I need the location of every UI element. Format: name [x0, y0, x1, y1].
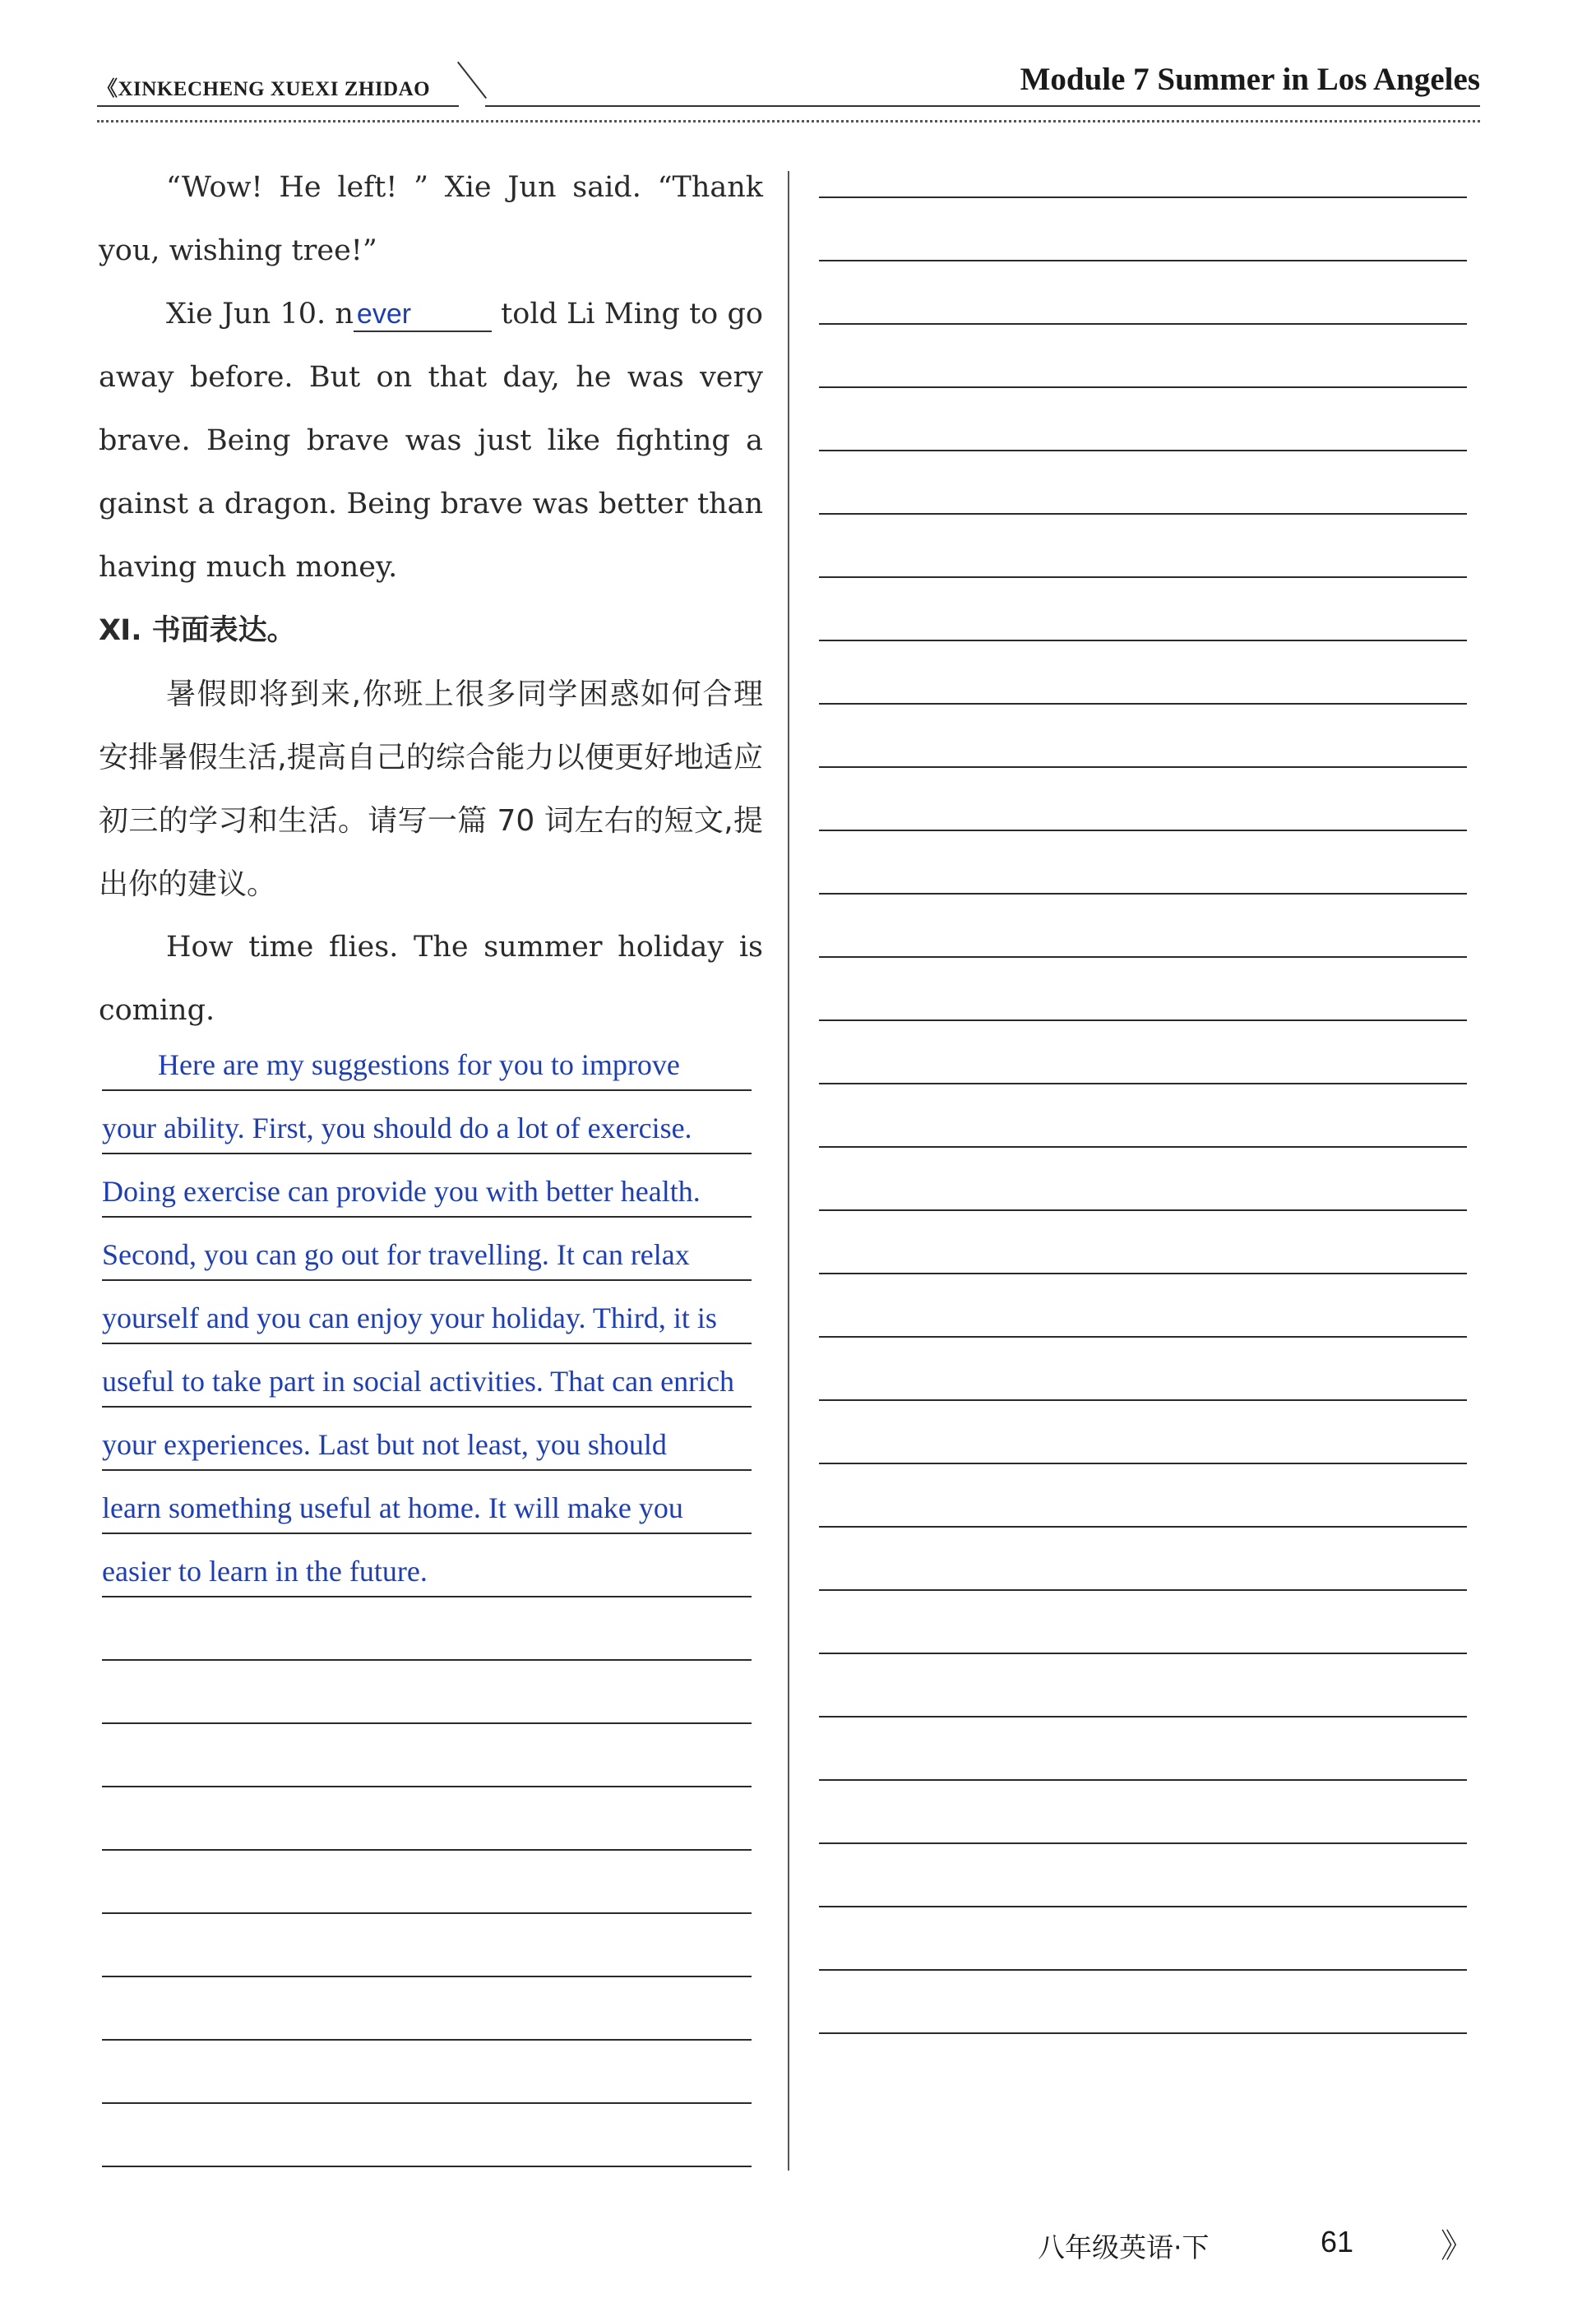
blank-writing-line[interactable] — [819, 1718, 1467, 1781]
blank-writing-line[interactable] — [819, 1528, 1467, 1591]
blank-writing-line[interactable] — [819, 198, 1467, 261]
blank-writing-line[interactable] — [819, 1781, 1467, 1844]
blank-writing-line[interactable] — [819, 831, 1467, 895]
footer-grade-label: 八年级英语·下 — [1038, 2231, 1210, 2263]
essay-line[interactable]: Here are my suggestions for you to improve — [102, 1028, 752, 1091]
story-paragraph-1: “Wow! He left! ” Xie Jun said. “Thank you, wishing tree!” — [99, 171, 763, 267]
brand-slash — [457, 62, 487, 99]
blank-writing-line[interactable] — [819, 135, 1467, 198]
story-paragraph-2-rest: told Li Ming to go away before. But on that day, he was very brave. Being brave was just like fighting a gainst a dragon. Being brave was better than having much money. — [99, 298, 763, 584]
blank-writing-line[interactable] — [819, 1084, 1467, 1148]
section-title: Ⅺ. 书面表达。 — [99, 614, 296, 647]
essay-line[interactable] — [102, 1914, 752, 1977]
header-rule — [485, 105, 1480, 107]
blank-writing-line[interactable] — [819, 451, 1467, 515]
essay-line[interactable]: your ability. First, you should do a lot of exercise. — [102, 1091, 752, 1154]
blank-writing-line[interactable] — [819, 325, 1467, 388]
writing-prompt: 暑假即将到来,你班上很多同学困惑如何合理安排暑假生活,提高自己的综合能力以便更好地适应初三的学习和生活。请写一篇 70 词左右的短文,提出你的建议。 — [99, 677, 763, 901]
essay-line[interactable] — [102, 1597, 752, 1661]
brand-name: 《XINKECHENG XUEXI ZHIDAO — [97, 78, 431, 100]
left-column — [99, 156, 763, 1043]
page-header — [97, 61, 1480, 118]
blank-writing-line[interactable] — [819, 1148, 1467, 1211]
next-arrow-icon: 》 — [1441, 2227, 1473, 2265]
essay-line[interactable]: Second, you can go out for travelling. It can relax — [102, 1218, 752, 1281]
essay-line[interactable] — [102, 1851, 752, 1914]
blank-writing-line[interactable] — [819, 895, 1467, 958]
essay-line[interactable] — [102, 1787, 752, 1851]
blank-writing-line[interactable] — [819, 1971, 1467, 2034]
blank-writing-line[interactable] — [819, 768, 1467, 831]
essay-line[interactable] — [102, 2041, 752, 2104]
header-dotted-rule — [97, 120, 1480, 123]
question-10-prefix: Xie Jun 10. n — [166, 298, 354, 331]
essay-line[interactable] — [102, 1977, 752, 2041]
essay-line[interactable]: yourself and you can enjoy your holiday. Third, it is — [102, 1281, 752, 1344]
essay-line[interactable]: Doing exercise can provide you with better health. — [102, 1154, 752, 1218]
blank-writing-line[interactable] — [819, 1021, 1467, 1084]
essay-line[interactable]: easier to learn in the future. — [102, 1534, 752, 1597]
essay-line[interactable]: your experiences. Last but not least, you should — [102, 1408, 752, 1471]
essay-line[interactable] — [102, 1661, 752, 1724]
blank-writing-line[interactable] — [819, 705, 1467, 768]
blank-writing-line[interactable] — [819, 388, 1467, 451]
right-writing-lines[interactable] — [819, 135, 1467, 2034]
blank-writing-line[interactable] — [819, 1211, 1467, 1274]
blank-writing-line[interactable] — [819, 1591, 1467, 1654]
blank-writing-line[interactable] — [819, 261, 1467, 325]
answer-blank-10[interactable]: ever — [354, 298, 492, 332]
essay-line[interactable]: learn something useful at home. It will make you — [102, 1471, 752, 1534]
blank-writing-line[interactable] — [819, 1338, 1467, 1401]
blank-writing-line[interactable] — [819, 1907, 1467, 1971]
page-number: 61 — [1321, 2225, 1354, 2258]
column-divider — [788, 171, 789, 2171]
blank-writing-line[interactable] — [819, 1844, 1467, 1907]
brand-underline — [97, 105, 459, 107]
blank-writing-line[interactable] — [819, 1401, 1467, 1464]
essay-line[interactable]: useful to take part in social activities. That can enrich — [102, 1344, 752, 1408]
essay-line[interactable] — [102, 2104, 752, 2167]
story-paragraph-2 — [99, 283, 763, 599]
essay-writing-lines[interactable] — [102, 1028, 752, 2167]
blank-writing-line[interactable] — [819, 1654, 1467, 1718]
essay-opening: How time flies. The summer holiday is coming. — [99, 931, 763, 1027]
essay-line[interactable] — [102, 1724, 752, 1787]
blank-writing-line[interactable] — [819, 958, 1467, 1021]
blank-writing-line[interactable] — [819, 578, 1467, 641]
blank-writing-line[interactable] — [819, 641, 1467, 705]
blank-writing-line[interactable] — [819, 1274, 1467, 1338]
blank-writing-line[interactable] — [819, 1464, 1467, 1528]
blank-writing-line[interactable] — [819, 515, 1467, 578]
module-title: Module 7 Summer in Los Angeles — [1020, 62, 1480, 97]
